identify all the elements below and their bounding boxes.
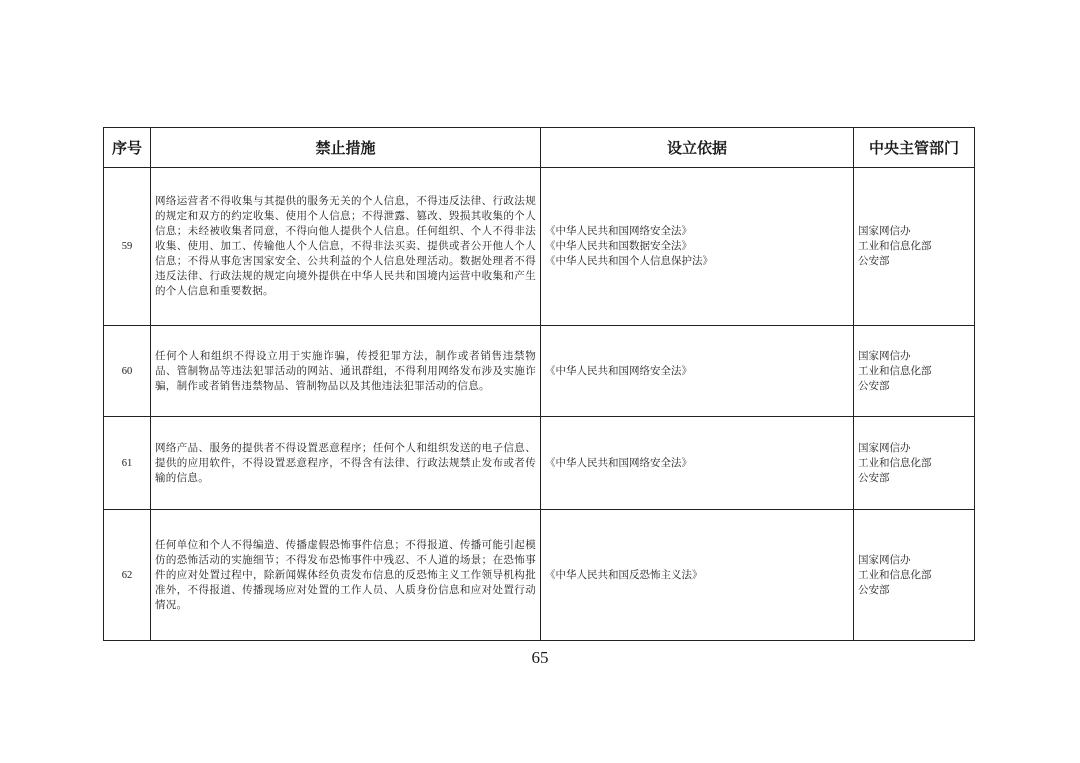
row-seq: 61 [104,417,151,510]
row-basis [541,510,854,641]
dept-line: 公安部 [858,255,890,267]
row-measure: 任何个人和组织不得设立用于实施诈骗，传授犯罪方法，制作或者销售违禁物品、管制物品等违法犯罪活动的网站、通讯群组，不得利用网络发布涉及实施诈骗，制作或者销售违禁物品、管制物品以及其他违法犯罪活动的信息。 [151,326,541,417]
dept-line: 工业和信息化部 [858,364,932,377]
row-basis [541,326,854,417]
row-measure: 网络运营者不得收集与其提供的服务无关的个人信息，不得违反法律、行政法规的规定和双方的约定收集、使用个人信息；不得泄露、篡改、毁损其收集的个人信息；未经被收集者同意，不得向他人提供个人信息。任何组织、个人不得非法收集、使用、加工、传输他人个人信息，不得非法买卖、提供或者公开他人个人信息；不得从事危害国家安全、公共利益的个人信息处理活动。数据处理者不得违反法律、行政法规的规定向境外提供在中华人民共和国境内运营中收集和产生的个人信息和重要数据。 [151,168,541,326]
header-basis: 设立依据 [541,128,854,168]
row-dept [854,510,975,641]
dept-line: 国家网信办 [858,553,911,566]
dept-line: 工业和信息化部 [858,456,932,469]
row-seq: 59 [104,168,151,326]
page-number: 65 [531,648,549,667]
row-seq: 62 [104,510,151,641]
row-measure: 任何单位和个人不得编造、传播虚假恐怖事件信息；不得报道、传播可能引起模仿的恐怖活动的实施细节；不得发布恐怖事件中残忍、不人道的场景；在恐怖事件的应对处置过程中，除新闻媒体经负责发布信息的反恐怖主义工作领导机构批准外，不得报道、传播现场应对处置的工作人员、人质身份信息和应对处置行动情况。 [151,510,541,641]
basis-line: 《中华人民共和国反恐怖主义法》 [545,568,703,581]
dept-line: 公安部 [858,583,890,596]
dept-line: 工业和信息化部 [858,568,932,581]
table-row [104,510,975,641]
dept-line: 国家网信办 [858,349,911,362]
row-dept [854,417,975,510]
header-seq: 序号 [104,128,151,168]
table-row [104,168,975,326]
basis-line: 《中华人民共和国网络安全法》 [545,364,692,377]
row-dept [854,168,975,326]
row-dept [854,326,975,417]
basis-line: 《中华人民共和国个人信息保护法》 [545,255,713,267]
table-row [104,326,975,417]
basis-line: 《中华人民共和国网络安全法》 [545,225,692,237]
basis-line: 《中华人民共和国网络安全法》 [545,456,692,469]
table-row [104,417,975,510]
prohibition-measures-table [103,127,975,641]
dept-line: 国家网信办 [858,225,911,237]
row-seq: 60 [104,326,151,417]
header-dept: 中央主管部门 [854,128,975,168]
dept-line: 国家网信办 [858,441,911,454]
table-header-row [104,128,975,168]
dept-line: 工业和信息化部 [858,240,932,252]
row-measure: 网络产品、服务的提供者不得设置恶意程序；任何个人和组织发送的电子信息、提供的应用软件，不得设置恶意程序，不得含有法律、行政法规禁止发布或者传输的信息。 [151,417,541,510]
header-measure: 禁止措施 [151,128,541,168]
row-basis [541,417,854,510]
dept-line: 公安部 [858,379,890,392]
basis-line: 《中华人民共和国数据安全法》 [545,240,692,252]
dept-line: 公安部 [858,471,890,484]
row-basis [541,168,854,326]
